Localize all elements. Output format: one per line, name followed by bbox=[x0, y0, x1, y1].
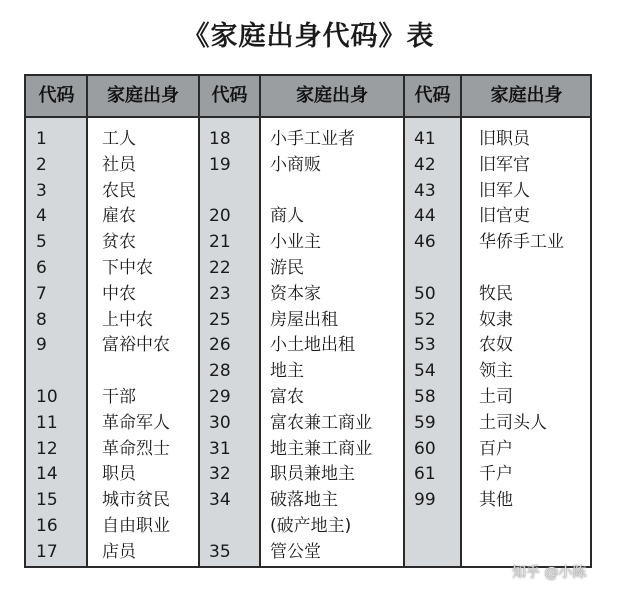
origin-cell bbox=[479, 256, 591, 282]
code-cell: 18 bbox=[209, 129, 231, 149]
origin-cell: 土司头人 bbox=[479, 412, 547, 433]
code-cell: 17 bbox=[36, 541, 58, 562]
origin-cell: 小业主 bbox=[270, 232, 321, 253]
code-cell: 60 bbox=[414, 438, 436, 459]
code-cell: 99 bbox=[414, 490, 436, 511]
code-cell: 9 bbox=[36, 335, 47, 356]
code-cell: 15 bbox=[36, 490, 58, 511]
origin-cell: 商人 bbox=[270, 206, 304, 227]
code-cell: 58 bbox=[414, 386, 436, 407]
origin-cell: 领主 bbox=[479, 361, 513, 382]
origin-cell: 社员 bbox=[102, 154, 136, 175]
origin-cell: 农民 bbox=[102, 180, 136, 201]
code-cell: 50 bbox=[414, 283, 436, 304]
code-cell: 26 bbox=[209, 335, 231, 356]
origin-cell: 小土地出租 bbox=[270, 335, 355, 356]
origin-code-table bbox=[24, 74, 592, 568]
code-cell: 32 bbox=[209, 464, 231, 485]
origin-cell bbox=[270, 179, 402, 205]
code-cell: 8 bbox=[36, 309, 47, 330]
code-cell: 10 bbox=[36, 386, 58, 407]
code-cell: 29 bbox=[209, 386, 231, 407]
code-cell: 7 bbox=[36, 283, 47, 304]
origin-cell: 富裕中农 bbox=[102, 335, 170, 356]
code-cell: 59 bbox=[414, 412, 436, 433]
code-cell: 46 bbox=[414, 232, 436, 253]
code-cell: 19 bbox=[209, 154, 231, 175]
origin-cell: 房屋出租 bbox=[270, 309, 338, 330]
origin-cell: 土司 bbox=[479, 386, 513, 407]
code-cell bbox=[404, 256, 461, 282]
origin-column-3 bbox=[479, 127, 591, 566]
code-cell: 53 bbox=[414, 335, 436, 356]
origin-cell: 革命烈士 bbox=[102, 438, 170, 459]
code-cell: 34 bbox=[209, 490, 231, 511]
origin-cell: 城市贫民 bbox=[102, 490, 170, 511]
code-cell: 1 bbox=[36, 129, 47, 149]
origin-cell: 地主兼工商业 bbox=[270, 438, 372, 459]
origin-cell: 破落地主 bbox=[270, 490, 338, 511]
origin-cell: 旧职员 bbox=[479, 129, 530, 149]
code-cell: 61 bbox=[414, 464, 436, 485]
code-cell: 20 bbox=[209, 206, 231, 227]
table-header-row bbox=[26, 76, 590, 118]
code-cell: 35 bbox=[209, 541, 231, 562]
code-cell: 6 bbox=[36, 257, 47, 278]
origin-cell: 工人 bbox=[102, 129, 136, 149]
origin-cell: 富农兼工商业 bbox=[270, 412, 372, 433]
origin-cell: 店员 bbox=[102, 541, 136, 562]
code-cell: 30 bbox=[209, 412, 231, 433]
code-cell: 44 bbox=[414, 206, 436, 227]
origin-cell: 中农 bbox=[102, 283, 136, 304]
code-column-2 bbox=[199, 127, 260, 566]
code-cell: 22 bbox=[209, 257, 231, 278]
origin-cell: 贫农 bbox=[102, 232, 136, 253]
origin-cell: 旧军官 bbox=[479, 154, 530, 175]
origin-cell: 资本家 bbox=[270, 283, 321, 304]
origin-cell: 小商贩 bbox=[270, 154, 321, 175]
code-cell: 52 bbox=[414, 309, 436, 330]
watermark: 知乎 @小陈 bbox=[512, 565, 587, 581]
code-cell: 43 bbox=[414, 180, 436, 201]
header-code: 代码 bbox=[38, 85, 75, 106]
header-origin: 家庭出身 bbox=[490, 85, 563, 106]
table-title: 《家庭出身代码》表 bbox=[182, 21, 435, 52]
code-cell: 16 bbox=[36, 515, 58, 536]
header-origin: 家庭出身 bbox=[107, 85, 179, 106]
origin-cell: 百户 bbox=[479, 438, 513, 459]
origin-cell: 革命军人 bbox=[102, 412, 170, 433]
origin-cell: 职员 bbox=[102, 464, 136, 485]
origin-cell bbox=[102, 359, 198, 385]
code-cell: 31 bbox=[209, 438, 231, 459]
origin-cell: 牧民 bbox=[479, 283, 513, 304]
code-column-1 bbox=[26, 127, 87, 566]
code-cell bbox=[199, 514, 260, 540]
origin-column-2 bbox=[270, 127, 402, 566]
origin-cell: 其他 bbox=[479, 490, 513, 511]
code-cell: 11 bbox=[36, 412, 58, 433]
code-cell bbox=[199, 179, 260, 205]
origin-cell: 职员兼地主 bbox=[270, 464, 355, 485]
origin-cell: 游民 bbox=[270, 257, 304, 278]
code-cell: 28 bbox=[209, 361, 231, 382]
origin-cell bbox=[479, 514, 591, 540]
code-cell: 14 bbox=[36, 464, 58, 485]
header-origin: 家庭出身 bbox=[296, 85, 368, 106]
code-cell: 42 bbox=[414, 154, 436, 175]
header-code: 代码 bbox=[414, 85, 451, 106]
origin-cell: 干部 bbox=[102, 386, 136, 407]
code-cell: 5 bbox=[36, 232, 47, 253]
code-cell: 41 bbox=[414, 129, 436, 149]
code-cell: 3 bbox=[36, 180, 47, 201]
code-cell: 23 bbox=[209, 283, 231, 304]
code-column-3 bbox=[404, 127, 461, 566]
origin-cell: 千户 bbox=[479, 464, 513, 485]
origin-cell: 雇农 bbox=[102, 206, 136, 227]
origin-cell: 地主 bbox=[270, 361, 304, 382]
origin-cell: 下中农 bbox=[102, 257, 153, 278]
code-cell bbox=[404, 514, 461, 540]
code-cell: 54 bbox=[414, 361, 436, 382]
origin-cell: 华侨手工业 bbox=[479, 232, 564, 253]
origin-cell: 奴隶 bbox=[479, 309, 513, 330]
origin-cell: 富农 bbox=[270, 386, 304, 407]
origin-cell: 农奴 bbox=[479, 335, 513, 356]
code-cell: 4 bbox=[36, 206, 47, 227]
origin-cell: 旧军人 bbox=[479, 180, 530, 201]
code-cell bbox=[26, 359, 87, 385]
origin-cell: 自由职业 bbox=[102, 515, 170, 536]
origin-cell: 小手工业者 bbox=[270, 129, 355, 149]
code-cell: 2 bbox=[36, 154, 47, 175]
origin-cell: (破产地主) bbox=[270, 515, 352, 536]
origin-cell: 上中农 bbox=[102, 309, 153, 330]
origin-cell: 管公堂 bbox=[270, 541, 321, 562]
origin-cell: 旧官吏 bbox=[479, 206, 530, 227]
code-cell: 12 bbox=[36, 438, 58, 459]
origin-column-1 bbox=[102, 127, 198, 566]
code-cell bbox=[404, 540, 461, 566]
code-cell: 25 bbox=[209, 309, 231, 330]
header-code: 代码 bbox=[211, 85, 248, 106]
code-cell: 21 bbox=[209, 232, 231, 253]
